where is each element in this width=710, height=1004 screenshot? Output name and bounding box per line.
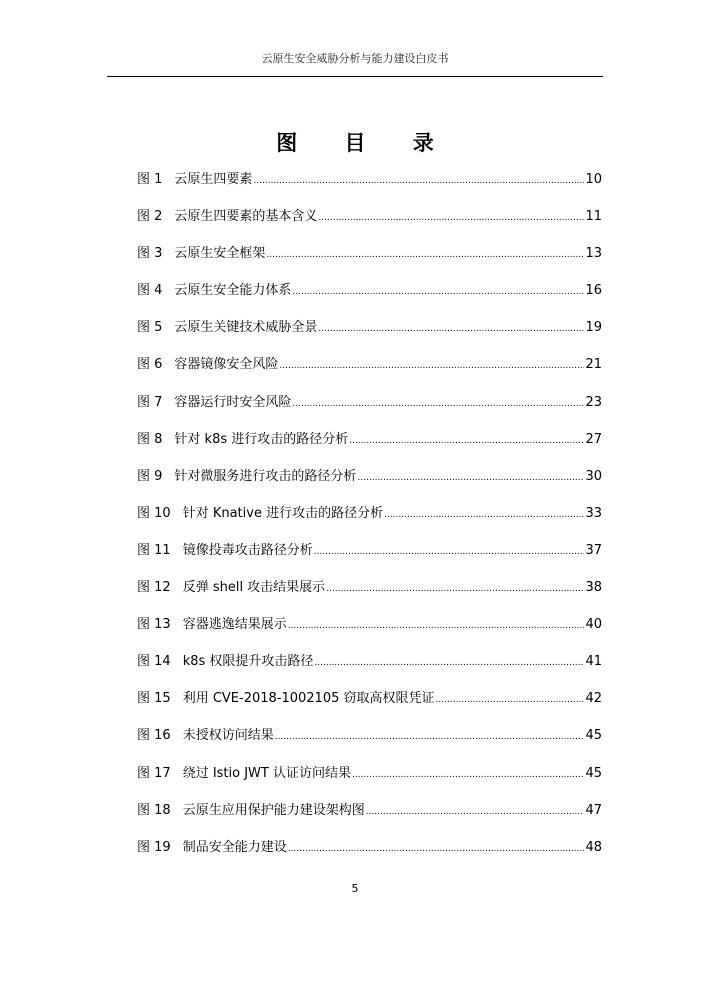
toc-entry[interactable] [137, 428, 602, 465]
figure-caption: 针对 k8s 进行攻击的路径分析 [174, 431, 349, 447]
figure-label: 图 4 [137, 283, 163, 299]
figure-page-number: 38 [585, 580, 602, 596]
toc-entry[interactable] [137, 391, 602, 428]
figure-list [137, 168, 602, 873]
dot-leader [352, 766, 584, 781]
figure-page-number: 37 [585, 542, 602, 558]
toc-entry[interactable] [137, 724, 602, 761]
figure-caption: 云原生四要素的基本含义 [174, 209, 318, 225]
figure-label: 图 15 [137, 691, 171, 707]
dot-leader [318, 209, 584, 224]
figure-label: 图 16 [137, 728, 171, 744]
toc-entry[interactable] [137, 539, 602, 576]
figure-caption: 云原生安全能力体系 [174, 283, 292, 299]
figure-page-number: 23 [585, 394, 602, 410]
toc-entry[interactable] [137, 316, 602, 353]
toc-entry[interactable] [137, 650, 602, 687]
figure-label: 图 5 [137, 320, 163, 336]
toc-entry[interactable] [137, 836, 602, 873]
dot-leader [314, 654, 584, 669]
figure-caption: 云原生四要素 [174, 172, 253, 187]
figure-caption: 绕过 Istio JWT 认证访问结果 [182, 765, 351, 781]
toc-title: 图 目 录 [276, 131, 454, 155]
dot-leader [279, 357, 584, 372]
dot-leader [266, 246, 584, 261]
figure-label: 图 17 [137, 765, 171, 781]
dot-leader [318, 320, 584, 335]
page-number: 5 [351, 882, 359, 895]
figure-caption: 容器逃逸结果展示 [182, 617, 287, 633]
figure-page-number: 30 [585, 468, 602, 484]
figure-page-number: 47 [585, 802, 602, 818]
figure-label: 图 9 [137, 468, 163, 484]
figure-label: 图 8 [137, 431, 163, 447]
figure-caption: k8s 权限提升攻击路径 [182, 654, 314, 670]
toc-entry[interactable] [137, 502, 602, 539]
figure-caption: 针对微服务进行攻击的路径分析 [174, 468, 357, 484]
figure-label: 图 10 [137, 505, 171, 521]
figure-label: 图 12 [137, 580, 171, 596]
figure-caption: 云原生安全框架 [174, 246, 266, 262]
toc-entry[interactable] [137, 613, 602, 650]
dot-leader [288, 617, 585, 632]
figure-page-number: 42 [585, 691, 602, 707]
dot-leader [366, 803, 585, 818]
toc-entry[interactable] [137, 279, 602, 316]
figure-label: 图 1 [137, 172, 163, 187]
figure-caption: 利用 CVE-2018-1002105 窃取高权限凭证 [182, 691, 435, 707]
figure-caption: 针对 Knative 进行攻击的路径分析 [182, 505, 384, 521]
toc-entry[interactable] [137, 762, 602, 799]
toc-entry[interactable] [137, 168, 602, 205]
toc-entry[interactable] [137, 205, 602, 242]
toc-entry[interactable] [137, 465, 602, 502]
toc-entry[interactable] [137, 799, 602, 836]
figure-page-number: 45 [585, 728, 602, 744]
toc-entry[interactable] [137, 576, 602, 613]
figure-page-number: 19 [585, 320, 602, 336]
toc-entry[interactable] [137, 353, 602, 390]
figure-page-number: 40 [585, 617, 602, 633]
figure-caption: 云原生关键技术威胁全景 [174, 320, 318, 336]
figure-page-number: 45 [585, 765, 602, 781]
dot-leader [288, 840, 585, 855]
figure-label: 图 7 [137, 394, 163, 410]
figure-page-number: 16 [585, 283, 602, 299]
dot-leader [292, 283, 584, 298]
dot-leader [349, 432, 584, 447]
dot-leader [253, 172, 584, 187]
toc-entry[interactable] [137, 687, 602, 724]
dot-leader [436, 691, 585, 706]
figure-page-number: 27 [585, 431, 602, 447]
figure-label: 图 19 [137, 839, 171, 855]
running-header: 云原生安全威胁分析与能力建设白皮书 [261, 52, 449, 65]
figure-caption: 反弹 shell 攻击结果展示 [182, 580, 326, 596]
figure-label: 图 13 [137, 617, 171, 633]
figure-page-number: 13 [585, 246, 602, 262]
figure-caption: 未授权访问结果 [182, 728, 274, 744]
figure-label: 图 14 [137, 654, 171, 670]
figure-caption: 制品安全能力建设 [182, 839, 287, 855]
header-divider [107, 76, 603, 77]
figure-caption: 容器镜像安全风险 [174, 357, 279, 373]
figure-page-number: 48 [585, 839, 602, 855]
figure-page-number: 41 [585, 654, 602, 670]
figure-page-number: 33 [585, 505, 602, 521]
dot-leader [384, 506, 584, 521]
dot-leader [314, 543, 585, 558]
figure-caption: 镜像投毒攻击路径分析 [182, 542, 313, 558]
figure-page-number: 10 [585, 172, 602, 187]
toc-entry[interactable] [137, 242, 602, 279]
dot-leader [275, 728, 585, 743]
figure-label: 图 6 [137, 357, 163, 373]
figure-caption: 云原生应用保护能力建设架构图 [182, 802, 365, 818]
dot-leader [292, 395, 584, 410]
figure-label: 图 2 [137, 209, 163, 225]
figure-caption: 容器运行时安全风险 [174, 394, 292, 410]
figure-page-number: 21 [585, 357, 602, 373]
dot-leader [326, 580, 584, 595]
figure-label: 图 3 [137, 246, 163, 262]
figure-label: 图 11 [137, 542, 171, 558]
figure-page-number: 11 [585, 209, 602, 225]
dot-leader [357, 469, 584, 484]
figure-label: 图 18 [137, 802, 171, 818]
